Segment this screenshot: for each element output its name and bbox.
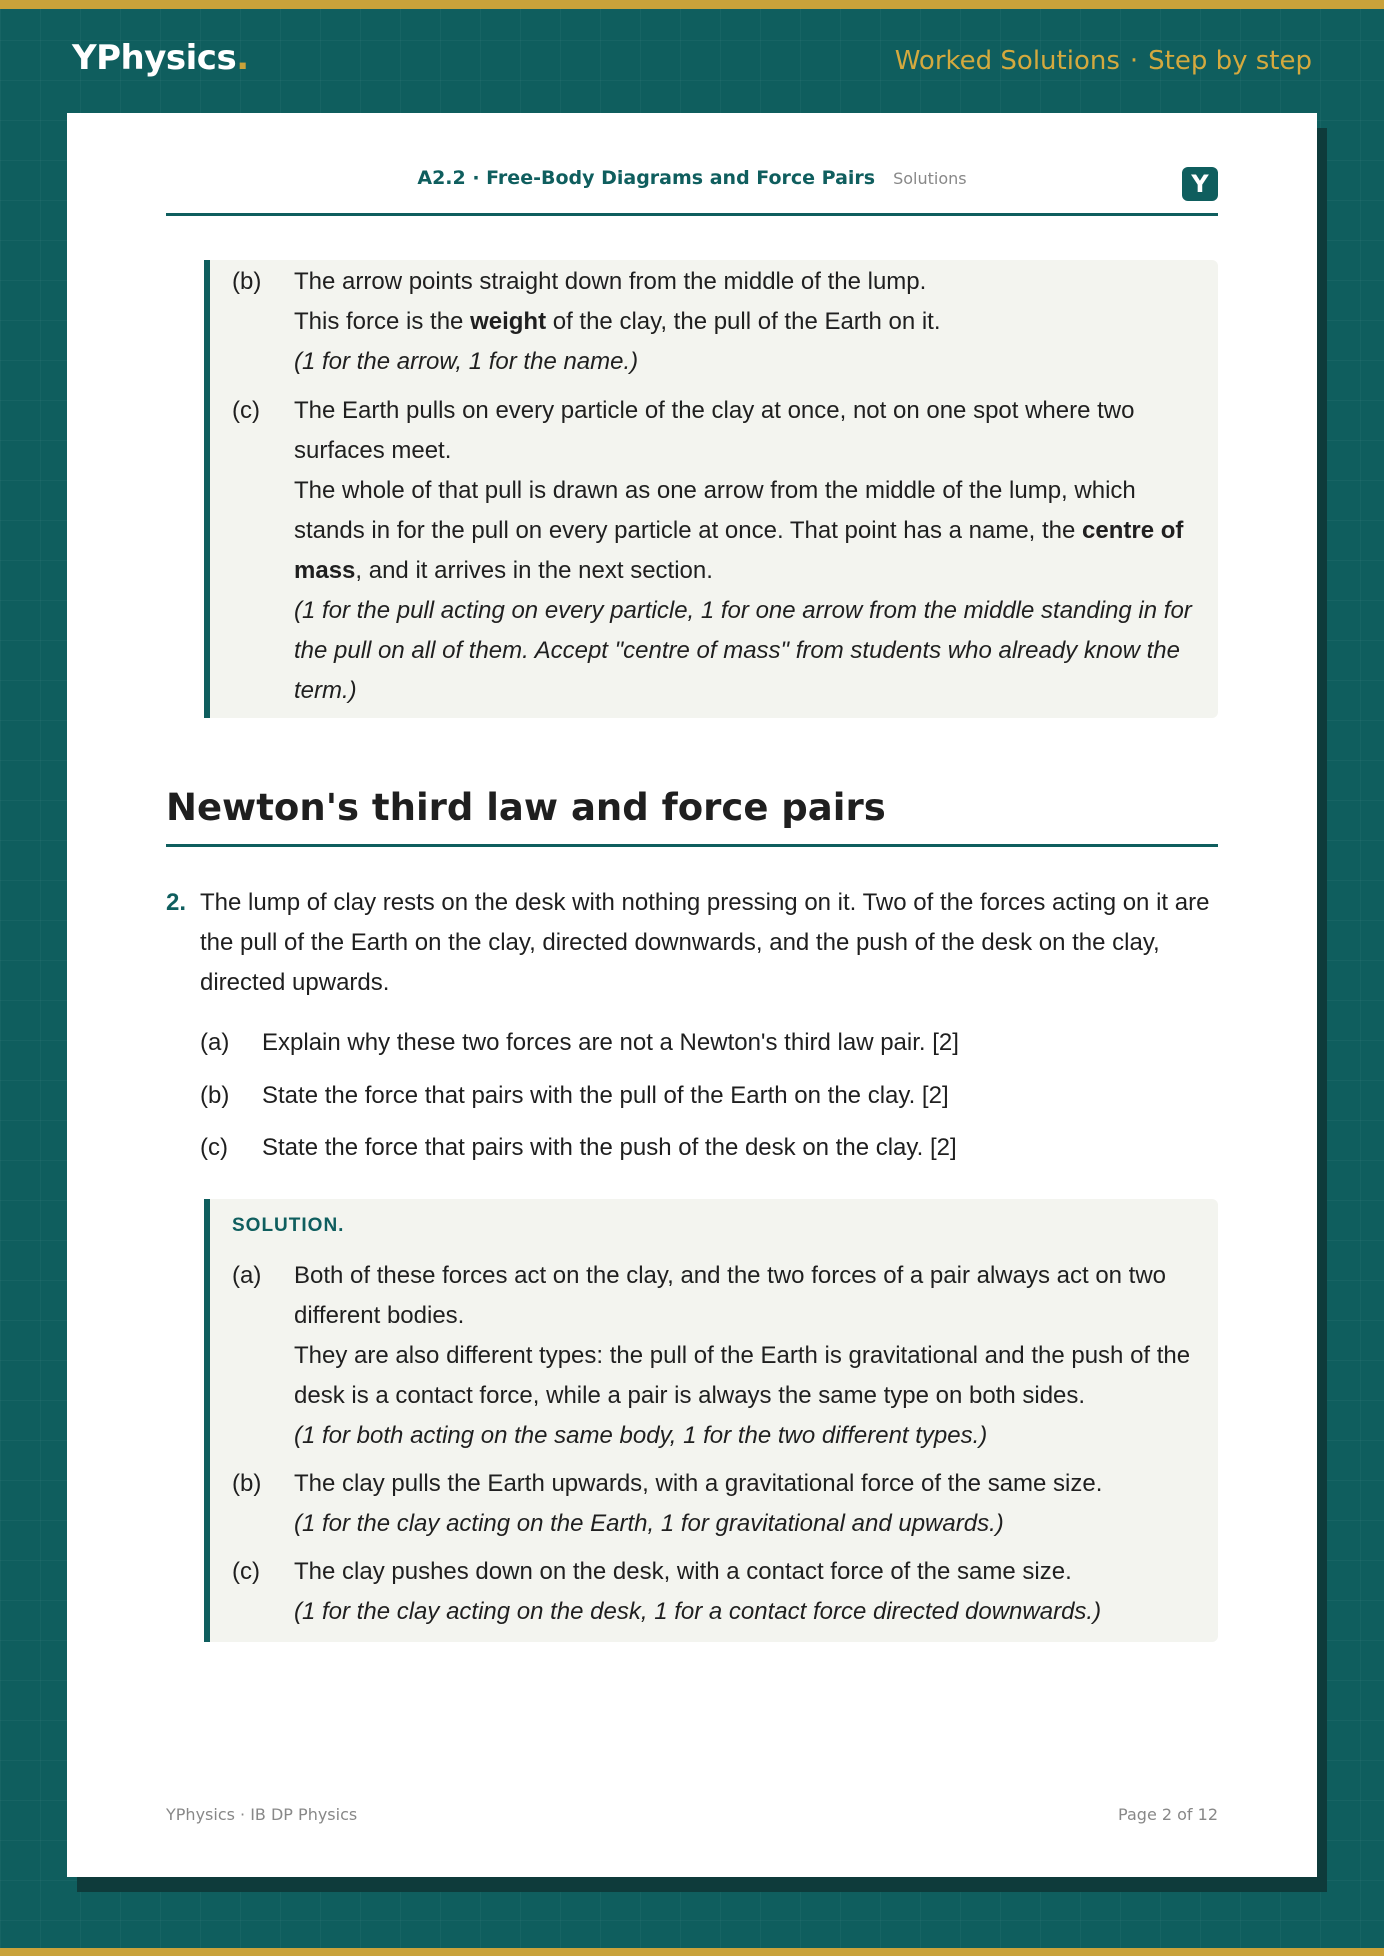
part-label: (b) <box>200 1082 230 1109</box>
tagline-left: Worked Solutions <box>894 46 1120 76</box>
running-header-title: A2.2 · Free-Body Diagrams and Force Pairs <box>417 167 876 189</box>
item-label: (a) <box>232 1262 262 1289</box>
mark-scheme-note: (1 for the arrow, 1 for the name.) <box>294 348 639 375</box>
site-tagline <box>895 46 1312 76</box>
item-label: (b) <box>232 268 262 295</box>
footer-left: YPhysics · IB DP Physics <box>166 1805 358 1824</box>
item-label: (c) <box>232 397 260 424</box>
part-label: (a) <box>200 1029 230 1056</box>
item-label: (c) <box>232 1558 260 1585</box>
question-number: 2. <box>166 889 187 916</box>
question-stem: The lump of clay rests on the desk with nothing pressing on it. Two of the forces acting on it are the pull of the Earth on the clay, directed downwards, and the push of the desk on the clay, directed upwards. <box>200 889 1210 996</box>
question-part-a <box>200 1023 1220 1063</box>
term-weight: weight <box>470 308 547 335</box>
question-part-c <box>200 1128 1220 1168</box>
solution-box-previous <box>204 260 1218 718</box>
mark-scheme-note: (1 for the clay acting on the Earth, 1 for gravitational and upwards.) <box>294 1510 1004 1537</box>
section-heading: Newton's third law and force pairs <box>166 783 1218 847</box>
running-header-subtitle: Solutions <box>893 169 967 188</box>
item-text: Both of these forces act on the clay, and the two forces of a pair always act on two different bodies. <box>294 1262 1167 1329</box>
solution-item-a <box>232 1256 1194 1456</box>
tagline-right: Step by step <box>1148 46 1312 76</box>
item-text: The clay pushes down on the desk, with a contact force of the same size. <box>294 1558 1072 1585</box>
mark-scheme-note: (1 for both acting on the same body, 1 for the two different types.) <box>294 1422 988 1449</box>
solution-item-b <box>232 1464 1194 1544</box>
item-text: They are also different types: the pull of the Earth is gravitational and the push of the desk is a contact force, while a pair is always the same type on both sides. <box>294 1342 1191 1409</box>
document-page <box>67 113 1317 1877</box>
solution-box <box>204 1199 1218 1642</box>
item-label: (b) <box>232 1470 262 1497</box>
brand-name: YPhysics <box>72 38 237 78</box>
y-logo-icon: Y <box>1182 167 1218 201</box>
part-text: State the force that pairs with the push of the desk on the clay. [2] <box>262 1134 957 1161</box>
item-text: This force is the weight of the clay, the pull of the Earth on it. <box>294 308 941 335</box>
item-text: The whole of that pull is drawn as one arrow from the middle of the lump, which stands in for the pull on every particle at once. That point has a name, the centre of mass, and it arrives in the next section. <box>294 477 1184 584</box>
solution-item-c <box>232 1552 1194 1632</box>
solution-item-c <box>232 391 1194 711</box>
top-accent-bar <box>0 0 1384 9</box>
tagline-separator: · <box>1129 46 1139 76</box>
part-label: (c) <box>200 1134 228 1161</box>
page-number: Page 2 of 12 <box>1118 1805 1218 1824</box>
part-text: Explain why these two forces are not a Newton's third law pair. [2] <box>262 1029 959 1056</box>
solution-label: SOLUTION. <box>232 1215 345 1236</box>
brand-dot: . <box>236 38 249 78</box>
mark-scheme-note: (1 for the pull acting on every particle, 1 for one arrow from the middle standing in for the pull on all of them. Accept "centre of mass" from students who already know the term.) <box>294 597 1192 704</box>
mark-scheme-note: (1 for the clay acting on the desk, 1 for a contact force directed downwards.) <box>294 1598 1102 1625</box>
term-centre-of-mass: centre of mass <box>294 517 1184 584</box>
solution-item-b <box>232 262 1194 382</box>
item-text: The Earth pulls on every particle of the clay at once, not on one spot where two surfaces meet. <box>294 397 1135 464</box>
bottom-accent-bar <box>0 1948 1384 1956</box>
question-part-b <box>200 1076 1220 1116</box>
running-header <box>166 167 1218 216</box>
item-text: The arrow points straight down from the middle of the lump. <box>294 268 927 295</box>
site-logo[interactable] <box>72 38 249 78</box>
item-text: The clay pulls the Earth upwards, with a gravitational force of the same size. <box>294 1470 1103 1497</box>
part-text: State the force that pairs with the pull of the Earth on the clay. [2] <box>262 1082 949 1109</box>
